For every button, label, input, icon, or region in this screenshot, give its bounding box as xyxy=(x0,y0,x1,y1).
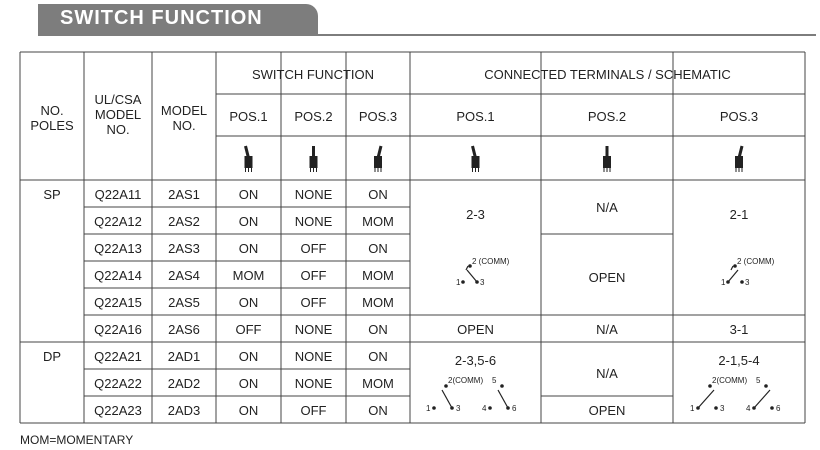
terminal-sp-last-pos1: OPEN xyxy=(457,322,494,337)
terminal-dot xyxy=(740,280,744,284)
terminal-dot xyxy=(714,406,718,410)
toggle-switch-icon xyxy=(735,146,743,172)
ul-csa-model: Q22A15 xyxy=(94,295,142,310)
schematic-terminal-3: 3 xyxy=(480,278,485,287)
schematic-terminal-3: 3 xyxy=(456,404,461,413)
terminal-dp-pos3: 2-1,5-4 xyxy=(718,353,760,368)
schematic-terminal-4: 4 xyxy=(746,404,751,413)
header-switch-function: SWITCH FUNCTION xyxy=(251,67,375,82)
model-no: 2AS2 xyxy=(168,214,200,229)
ul-csa-model: Q22A16 xyxy=(94,322,142,337)
ul-csa-model: Q22A11 xyxy=(94,187,142,202)
header-ul-csa: MODEL xyxy=(94,107,142,122)
header-ul-csa: UL/CSA xyxy=(94,92,142,107)
schematic-comm-label: 2(COMM) xyxy=(712,376,748,385)
function-pos3: ON xyxy=(368,187,388,202)
schematic-comm-label: 2 (COMM) xyxy=(472,257,510,266)
grid-line xyxy=(442,390,452,408)
schematic-comm-label: 2(COMM) xyxy=(448,376,484,385)
page-title: SWITCH FUNCTION xyxy=(60,7,263,29)
function-pos2: OFF xyxy=(300,268,327,283)
terminal-dot xyxy=(444,384,448,388)
header-pos: POS.2 xyxy=(587,109,627,124)
terminal-sp-pos3: 2-1 xyxy=(729,207,749,222)
schematic-terminal-1: 1 xyxy=(690,404,695,413)
function-pos2: NONE xyxy=(294,349,333,364)
function-pos3: ON xyxy=(368,322,388,337)
legend: MOM=MOMENTARY xyxy=(20,433,134,447)
poles-label: DP xyxy=(42,349,62,364)
header-pos: POS.1 xyxy=(456,109,495,124)
ul-csa-model: Q22A13 xyxy=(94,241,142,256)
function-pos2: OFF xyxy=(300,403,327,418)
terminal-dot xyxy=(764,384,768,388)
schematic-terminal-1: 1 xyxy=(721,278,726,287)
terminal-sp-pos2-open: OPEN xyxy=(588,270,626,285)
function-pos3: MOM xyxy=(362,376,394,391)
model-no: 2AS3 xyxy=(168,241,200,256)
ul-csa-model: Q22A22 xyxy=(94,376,142,391)
header-ul-csa: NO. xyxy=(106,122,130,137)
function-pos2: OFF xyxy=(300,295,327,310)
function-pos1: ON xyxy=(238,295,259,310)
function-pos1: ON xyxy=(238,349,259,364)
grid-line xyxy=(698,390,714,408)
ul-csa-model: Q22A23 xyxy=(94,403,142,418)
toggle-switch-icon xyxy=(245,146,253,172)
grid-line xyxy=(728,270,738,282)
ul-csa-model: Q22A12 xyxy=(94,214,142,229)
terminal-dot xyxy=(733,264,737,268)
header-model-no: MODEL xyxy=(160,103,208,118)
header-no-poles: POLES xyxy=(30,118,74,133)
terminal-dot xyxy=(500,384,504,388)
function-pos3: ON xyxy=(368,349,388,364)
schematic-comm-label: 2 (COMM) xyxy=(737,257,775,266)
schematic-terminal-3: 3 xyxy=(745,278,750,287)
function-pos2: NONE xyxy=(294,214,333,229)
terminal-sp-pos2-na: N/A xyxy=(596,200,618,215)
function-pos3: MOM xyxy=(362,295,394,310)
header-no-poles: NO. xyxy=(40,103,64,118)
grid-line xyxy=(467,270,477,282)
terminal-sp-last-pos3: 3-1 xyxy=(729,322,749,337)
terminal-dp-pos2-open: OPEN xyxy=(588,403,626,418)
function-pos1: MOM xyxy=(232,268,265,283)
function-pos2: OFF xyxy=(300,241,327,256)
ul-csa-model: Q22A14 xyxy=(94,268,142,283)
header-connected-terminals: CONNECTED TERMINALS / SCHEMATIC xyxy=(484,67,731,82)
model-no: 2AS5 xyxy=(168,295,200,310)
terminal-sp-pos1: 2-3 xyxy=(466,207,485,222)
terminal-dot xyxy=(461,280,465,284)
header-model-no: NO. xyxy=(172,118,196,133)
function-pos3: ON xyxy=(368,403,388,418)
function-pos1: ON xyxy=(238,403,259,418)
model-no: 2AS4 xyxy=(168,268,200,283)
toggle-switch-icon xyxy=(374,146,382,172)
header-pos: POS.3 xyxy=(358,109,398,124)
schematic-terminal-1: 1 xyxy=(456,278,461,287)
schematic-terminal-3: 3 xyxy=(720,404,725,413)
toggle-switch-icon xyxy=(603,146,611,172)
function-pos1: ON xyxy=(238,241,259,256)
model-no: 2AD1 xyxy=(167,349,201,364)
function-pos1: OFF xyxy=(235,322,262,337)
function-pos1: ON xyxy=(238,376,259,391)
function-pos3: MOM xyxy=(362,268,394,283)
grid-line xyxy=(498,390,508,408)
ul-csa-model: Q22A21 xyxy=(94,349,142,364)
header-pos: POS.2 xyxy=(294,109,333,124)
table-text xyxy=(30,67,759,418)
schematic-terminal-6: 6 xyxy=(512,404,517,413)
model-no: 2AD2 xyxy=(167,376,201,391)
toggle-switch-icon xyxy=(310,146,318,172)
terminal-dot xyxy=(468,264,472,268)
header-pos: POS.1 xyxy=(229,109,268,124)
function-pos3: ON xyxy=(368,241,388,256)
function-pos2: NONE xyxy=(294,376,333,391)
grid-line xyxy=(466,266,468,270)
function-pos3: MOM xyxy=(362,214,394,229)
schematic-terminal-5: 5 xyxy=(492,376,497,385)
poles-label: SP xyxy=(43,187,61,202)
schematic-terminal-6: 6 xyxy=(776,404,781,413)
terminal-dot xyxy=(488,406,492,410)
grid-line xyxy=(731,266,733,270)
function-pos2: NONE xyxy=(294,187,333,202)
model-no: 2AS6 xyxy=(168,322,200,337)
model-no: 2AS1 xyxy=(168,187,200,202)
terminal-dot xyxy=(432,406,436,410)
toggle-icons xyxy=(245,146,744,172)
header-pos: POS.3 xyxy=(719,109,759,124)
function-pos1: ON xyxy=(238,187,259,202)
schematic-terminal-4: 4 xyxy=(482,404,487,413)
model-no: 2AD3 xyxy=(167,403,201,418)
terminal-dot xyxy=(770,406,774,410)
grid-line xyxy=(754,390,770,408)
schematic-terminal-1: 1 xyxy=(426,404,431,413)
function-pos1: ON xyxy=(238,214,259,229)
terminal-dot xyxy=(708,384,712,388)
schematic-terminal-5: 5 xyxy=(756,376,761,385)
toggle-switch-icon xyxy=(472,146,480,172)
terminal-dp-pos2-na: N/A xyxy=(596,366,618,381)
terminal-sp-last-pos2: N/A xyxy=(596,322,618,337)
terminal-dp-pos1: 2-3,5-6 xyxy=(454,353,497,368)
function-pos2: NONE xyxy=(294,322,333,337)
